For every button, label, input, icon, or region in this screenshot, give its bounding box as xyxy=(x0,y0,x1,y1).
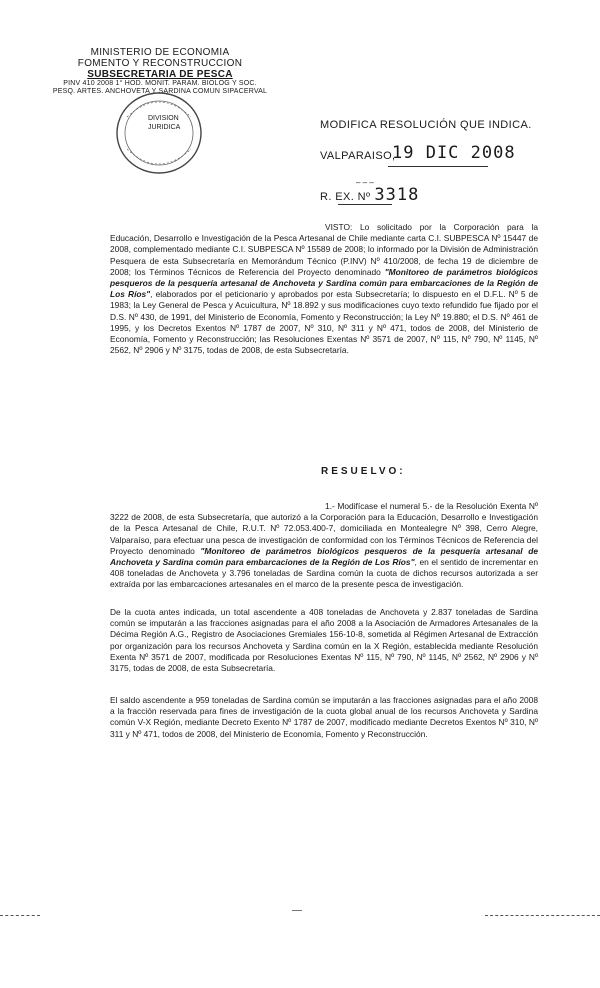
place-label: VALPARAISO, xyxy=(320,150,396,162)
balance-paragraph: El saldo ascendente a 959 toneladas de Sardina común se imputarán a las fracciones asignadas para el año 2008 a la fracción reservada para fines de investigación de la cuota global anual de los recursos Anchoveta y Sardina común V-X Región, mediante Decreto Exento Nº 1787 de 2007, modificado mediante Decretos Exentos Nº 310, Nº 311 y Nº 471, todos de 2008, del Ministerio de Economía, Fomento y Reconstrucción. xyxy=(110,695,538,739)
division-stamp-icon xyxy=(113,87,205,179)
visto-paragraph: VISTO: Lo solicitado por la Corporación para la Educación, Desarrollo e Investigación de la Pesca Artesanal de Chile mediante carta C.I. SUBPESCA Nº 15447 de 2008, complementado mediante C.I. SUBPESCA Nº 15589 de 2008; lo informado por la División de Administración Pesquera de esta Subsecretaría en Memorándum Técnico (P.INV) Nº 410/2008, de fecha 19 de diciembre de 2008; los Términos Técnicos de Referencia del Proyecto denominado "Monitoreo de parámetros biológicos pesqueros de la pesquería artesanal de Anchoveta y Sardina común para embarcaciones de la Región de Los Ríos", elaborados por el peticionario y aprobados por esta Subsecretaría; lo dispuesto en el D.F.L. Nº 5 de 1983; la Ley General de Pesca y Acuicultura, Nº 18.892 y sus modificaciones cuyo texto refundido fue fijado por el D.S. Nº 430, de 1991, del Ministerio de Economía, Fomento y Reconstrucción; la Ley Nº 19.880; el D.S. Nº 461 de 1995, y los Decretos Exentos Nº 1787 de 2007, Nº 310, Nº 311 y Nº 471, todos de 2008, del Ministerio de Economía, Fomento y Reconstrucción; las Resoluciones Exentas Nº 3571 de 2007, Nº 115, Nº 790, Nº 1145, Nº 2562, Nº 2906 y Nº 3175, todas de 2008, de esta Subsecretaría. xyxy=(110,222,538,356)
document-subject: MODIFICA RESOLUCIÓN QUE INDICA. xyxy=(320,119,532,131)
resuelvo-heading: RESUELVO: xyxy=(321,466,406,477)
footer-rule-left xyxy=(0,915,40,916)
stamp-text: DIVISION JURIDICA xyxy=(148,115,181,131)
date-underline xyxy=(388,166,488,167)
project-title: "Monitoreo de parámetros biológicos pesqueros de la pesquería artesanal de Anchoveta y Sardina común para embarcaciones de la Región de Los Ríos" xyxy=(110,266,538,300)
date-stamp: 19 DIC 2008 xyxy=(392,143,516,163)
ministry-line-2: FOMENTO Y RECONSTRUCCION xyxy=(77,58,243,69)
dash-mark: ‒ ‒ ‒ xyxy=(356,178,374,187)
project-title-2: "Monitoreo de parámetros biológicos pesqueros de la pesquería artesanal de Anchoveta y Sardina común para embarcaciones de la Región de Los Ríos" xyxy=(110,545,538,568)
quota-paragraph: De la cuota antes indicada, un total ascendente a 408 toneladas de Anchoveta y 2.837 toneladas de Sardina común se imputarán a las fracciones asignadas para el año 2008 a la Asociación de Armadores Artesanales de la Décima Región A.G., Registro de Asociaciones Gremiales 156-10-8, sometida al Régimen Artesanal de Extracción por organización para los recursos Anchoveta y Sardina común en la X Región, establecida mediante Resolución Exenta Nº 3571 de 2007, modificada por Resoluciones Exentas Nº 115, Nº 790, Nº 1145, Nº 2562, Nº 2906 y Nº 3175, todas de 2008, de esta Subsecretaría. xyxy=(110,607,538,674)
resolution-point-1: 1.- Modifícase el numeral 5.- de la Resolución Exenta Nº 3222 de 2008, de esta Subsecretaría, que autorizó a la Corporación para la Educación, Desarrollo e Investigación de la Pesca Artesanal de Chile, R.U.T. Nº 72.053.400-7, domiciliada en Montealegre Nº 398, Cerro Alegre, Valparaíso, para efectuar una pesca de investigación de conformidad con los Términos Técnicos de Referencia del Proyecto denominado "Monitoreo de parámetros biológicos pesqueros de la pesquería artesanal de Anchoveta y Sardina común para embarcaciones de la Región de Los Ríos", en el sentido de incrementar en 408 toneladas de Anchoveta y 3.796 toneladas de Sardina común la cuota de dichos recursos autorizada a ser extraída por las embarcaciones artesanales en el marco de la presente pesca de investigación. xyxy=(110,501,538,590)
reference-line-2: PESQ. ARTES. ANCHOVETA Y SARDINA COMUN SIPACERVAL xyxy=(52,88,268,95)
resolution-number xyxy=(320,185,419,205)
subsecretaria-line: SUBSECRETARIA DE PESCA xyxy=(87,69,233,80)
reference-line: PINV 410 2008 1° HOD. MONIT. PARAM. BIOLOG Y SOC. xyxy=(63,80,257,87)
resolution-underline xyxy=(338,204,392,205)
footer-mark xyxy=(292,910,302,911)
resolution-prefix: R. EX. Nº xyxy=(320,191,371,203)
ministry-line: MINISTERIO DE ECONOMIA xyxy=(90,47,230,58)
footer-rule-right xyxy=(485,915,600,916)
resolution-number-value: 3318 xyxy=(374,185,420,205)
